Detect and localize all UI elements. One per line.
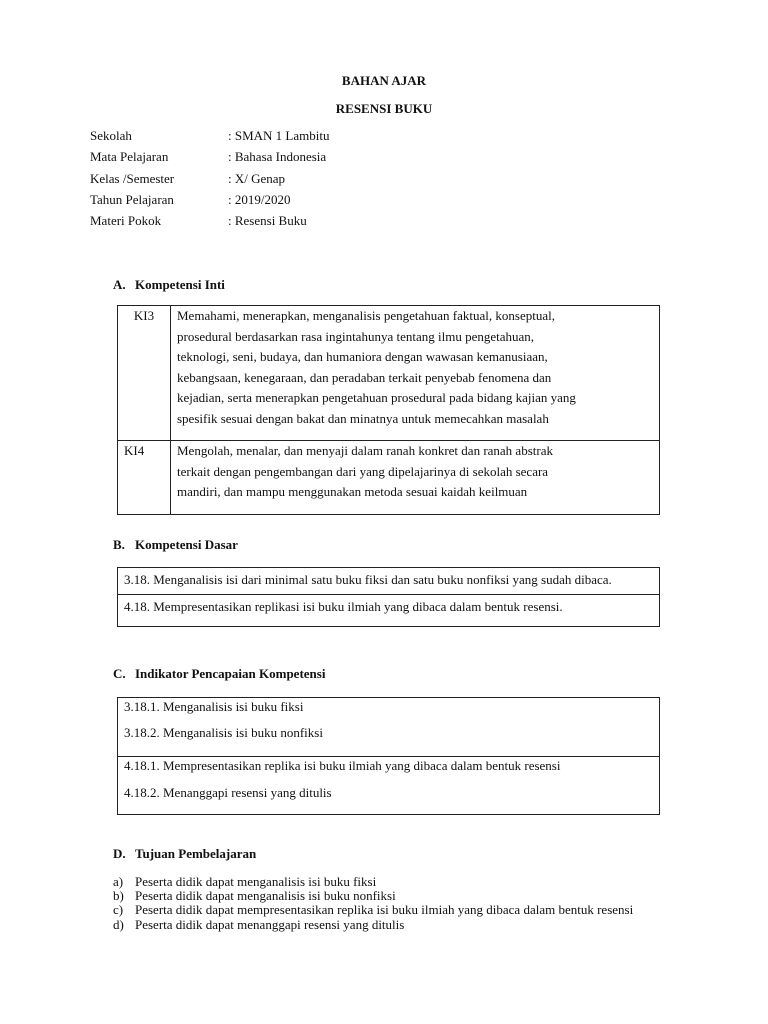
table-row	[118, 568, 660, 595]
info-row	[90, 149, 329, 170]
section-a-heading: A. Kompetensi Inti	[113, 277, 225, 292]
document-subtitle: RESENSI BUKU	[335, 101, 433, 116]
kd-item: 4.18. Mempresentasikan replikasi isi buku ilmiah yang dibaca dalam bentuk resensi.	[118, 595, 660, 627]
info-row	[90, 192, 329, 213]
info-row	[90, 213, 329, 234]
info-value: : Resensi Buku	[228, 213, 307, 229]
section-b-heading: B. Kompetensi Dasar	[113, 537, 238, 552]
ki-code: KI4	[118, 441, 171, 515]
ipk-item: 3.18.1. Menganalisis isi buku fiksi	[124, 699, 304, 714]
kompetensi-inti-table	[117, 305, 660, 515]
info-label: Mata Pelajaran	[90, 149, 169, 165]
list-item: a) Peserta didik dapat menganalisis isi buku fiksi	[113, 874, 377, 889]
kd-item: 3.18. Menganalisis isi dari minimal satu buku fiksi dan satu buku nonfiksi yang sudah dibaca.	[118, 568, 660, 595]
indikator-table	[117, 697, 660, 815]
list-item: d) Peserta didik dapat menanggapi resensi yang ditulis	[113, 916, 405, 932]
document-title: BAHAN AJAR	[341, 73, 427, 88]
ipk-item: 3.18.2. Menganalisis isi buku nonfiksi	[124, 725, 323, 740]
info-label: Sekolah	[90, 128, 132, 143]
ki-text: Memahami, menerapkan, menganalisis pengetahuan faktual, konseptual, prosedural berdasarkan rasa ingintahunya tentang ilmu pengetahuan, teknologi, seni, budaya, dan humaniora dengan wawasan kemanusiaan, kebangsaan, kenegaraan, dan peradaban terkait penyebab fenomena dan kejadian, serta menerapkan pengetahuan prosedural pada bidang kajian yang spesifik sesuai dengan bakat dan minatnya untuk memecahkan masalah	[171, 306, 660, 441]
ipk-item: 4.18.1. Mempresentasikan replika isi buku ilmiah yang dibaca dalam bentuk resensi	[124, 758, 561, 773]
ki-code: KI3	[118, 306, 171, 441]
ipk-cell	[118, 698, 660, 757]
table-row	[118, 698, 660, 757]
section-d-heading: D. Tujuan Pembelajaran	[113, 846, 257, 861]
info-row	[90, 128, 329, 149]
info-label: Kelas /Semester	[90, 170, 175, 186]
table-row	[118, 595, 660, 627]
table-row	[118, 757, 660, 815]
info-label: Tahun Pelajaran	[90, 191, 174, 207]
info-value: : Bahasa Indonesia	[228, 149, 327, 165]
info-block	[90, 128, 329, 234]
info-row	[90, 171, 329, 192]
ki-text: Mengolah, menalar, dan menyaji dalam ranah konkret dan ranah abstrak terkait dengan pengembangan dari yang dipelajarinya di sekolah secara mandiri, dan mampu menggunakan metoda sesuai kaidah keilmuan	[171, 441, 660, 515]
table-row	[118, 441, 660, 515]
table-row	[118, 306, 660, 441]
list-item: b) Peserta didik dapat menganalisis isi buku nonfiksi	[113, 888, 396, 904]
kompetensi-dasar-table	[117, 567, 660, 627]
info-value: : 2019/2020	[228, 191, 291, 207]
ipk-cell	[118, 757, 660, 815]
section-c-heading: C. Indikator Pencapaian Kompetensi	[113, 666, 326, 681]
goals-list	[113, 875, 673, 932]
list-item: c) Peserta didik dapat mempresentasikan replika isi buku ilmiah yang dibaca dalam bentuk resensi	[113, 902, 634, 918]
info-value: : X/ Genap	[228, 170, 286, 186]
ipk-item: 4.18.2. Menanggapi resensi yang ditulis	[124, 785, 332, 800]
info-label: Materi Pokok	[90, 213, 162, 229]
info-value: : SMAN 1 Lambitu	[228, 128, 330, 143]
